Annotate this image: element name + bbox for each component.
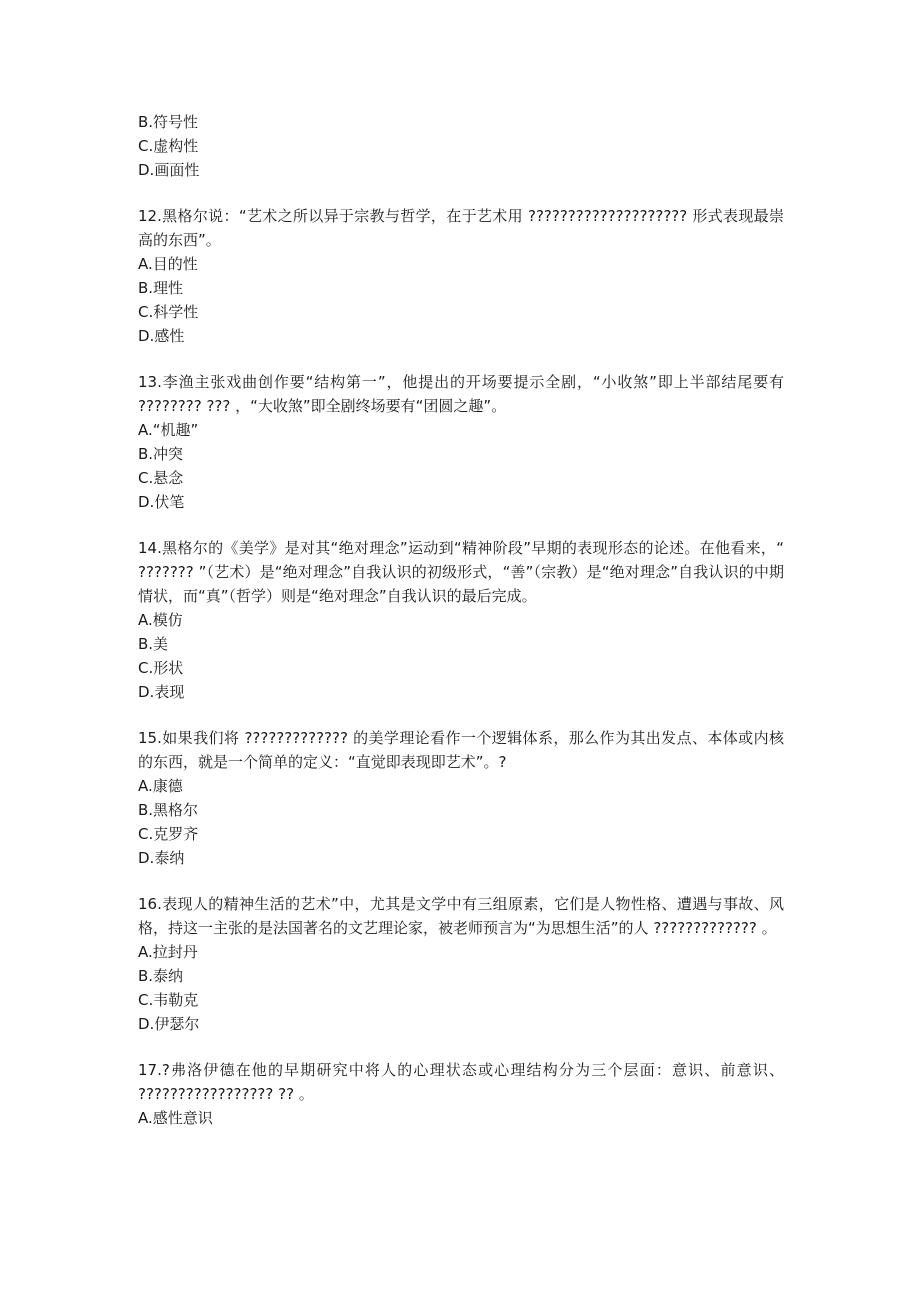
option: A.康德 (138, 777, 183, 795)
option: D.伏笔 (138, 493, 185, 511)
question-text: 13.李渔主张戏曲创作要“结构第一”，他提出的开场要提示全剧，“小收煞”即上半部结尾要有 ???????? ??? ，“大收煞”即全剧终场要有“团圆之趣”。 (138, 373, 784, 415)
question-16 (138, 892, 784, 1036)
option: A.目的性 (138, 255, 198, 273)
option: A.模仿 (138, 611, 183, 629)
question-12 (138, 204, 784, 348)
option: D.画面性 (138, 161, 200, 179)
option: D.泰纳 (138, 849, 185, 867)
option: A.感性意识 (138, 1109, 213, 1127)
option: D.表现 (138, 683, 185, 701)
document-page (138, 110, 784, 1130)
option: D.伊瑟尔 (138, 1015, 200, 1033)
question-15 (138, 726, 784, 870)
question-text: 12.黑格尔说：“艺术之所以异于宗教与哲学，在于艺术用 ???????????????????? 形式表现最崇高的东西”。 (138, 207, 784, 249)
question-17 (138, 1058, 784, 1130)
question-text: 14.黑格尔的《美学》是对其“绝对理念”运动到“精神阶段”早期的表现形态的论述。在他看来，“ ??????? ”（艺术）是“绝对理念”自我认识的初级形式，“善”（宗教）是“绝对理念”自我认识的中期情状，而“真”（哲学）则是“绝对理念”自我认识的最后完成。 (138, 539, 784, 605)
option: D.感性 (138, 327, 185, 345)
option: C.悬念 (138, 469, 184, 487)
option: B.冲突 (138, 445, 184, 463)
option: B.美 (138, 635, 169, 653)
option: B.泰纳 (138, 967, 184, 985)
question-14 (138, 536, 784, 704)
question-13 (138, 370, 784, 514)
option: B.理性 (138, 279, 184, 297)
option: C.科学性 (138, 303, 199, 321)
option: B.符号性 (138, 113, 199, 131)
option: C.韦勒克 (138, 991, 199, 1009)
option: A.“机趣” (138, 421, 199, 439)
question-text: 17.?弗洛伊德在他的早期研究中将人的心理状态或心理结构分为三个层面：意识、前意识、 ????????????????? ?? 。 (138, 1061, 784, 1103)
option: A.拉封丹 (138, 943, 198, 961)
option: B.黑格尔 (138, 801, 199, 819)
option: C.形状 (138, 659, 184, 677)
option: C.虚构性 (138, 137, 199, 155)
question-text: 16.表现人的精神生活的艺术”中，尤其是文学中有三组原素，它们是人物性格、遭遇与事故、风格，持这一主张的是法国著名的文艺理论家，被老师预言为“为思想生活”的人 ????????????? 。 (138, 895, 784, 937)
question-text: 15.如果我们将 ????????????? 的美学理论看作一个逻辑体系，那么作为其出发点、本体或内核的东西，就是一个简单的定义：“直觉即表现即艺术”。? (138, 729, 784, 771)
top-options (138, 110, 784, 182)
option: C.克罗齐 (138, 825, 199, 843)
